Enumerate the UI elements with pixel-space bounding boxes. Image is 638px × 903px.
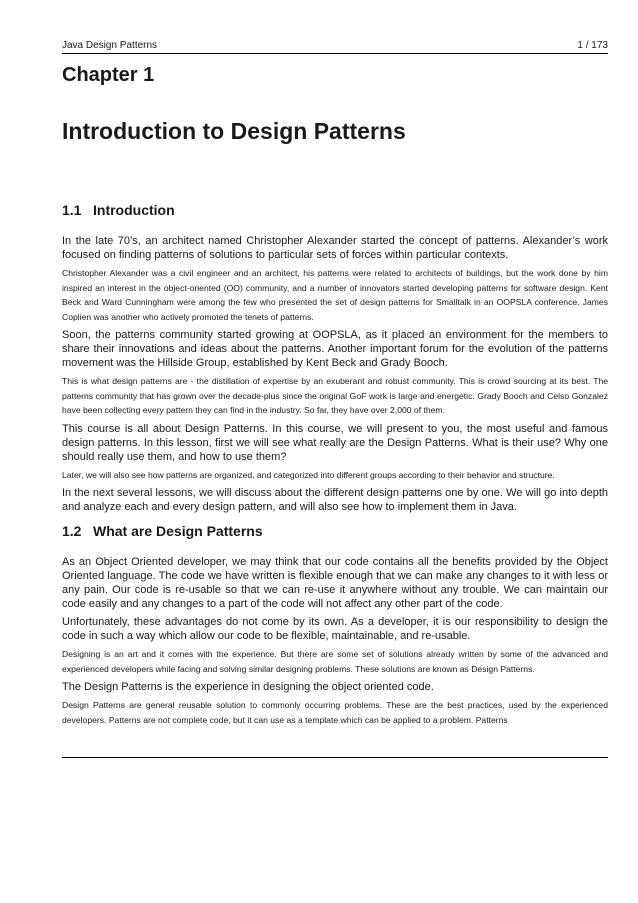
footer-rule (62, 757, 608, 758)
paragraph: Christopher Alexander was a civil engineer and an architect, his patterns were related to architects of buildings, but the work done by him inspired an interest in the object-oriented (OO) community, and a number of innovators started developing patterns for software design. Kent Beck and Ward Cunningham were among the few who presented the set of design patterns for Smalltalk in an OOPSLA conference. James Coplien was another who actively promoted the tenets of patterns. (62, 268, 608, 322)
paragraph: As an Object Oriented developer, we may think that our code contains all the benefits provided by the Object Oriented language. The code we have written is flexible enough that we can make any changes to it with less or any pain. Our code is re-usable so that we can re-use it anywhere without any trouble. We can maintain our code easily and any changes to a part of the code will not affect any other part of the code. (62, 556, 608, 610)
section-number: 1.1 (62, 202, 82, 218)
paragraph: Unfortunately, these advantages do not come by its own. As a developer, it is our responsibility to design the code in such a way which allow our code to be flexible, maintainable, and re-usable. (62, 616, 608, 642)
section-title: Introduction (93, 202, 175, 218)
paragraph: In the late 70’s, an architect named Christopher Alexander started the concept of patterns. Alexander’s work focused on finding patterns of solutions to particular sets of forces within particular contexts. (62, 235, 608, 261)
section-body-1-2 (62, 555, 608, 731)
section-heading-1-1 (62, 202, 175, 218)
section-number: 1.2 (62, 523, 82, 539)
paragraph: Later, we will also see how patterns are organized, and categorized into different groups according to their behavior and structure. (62, 469, 555, 480)
paragraph: In the next several lessons, we will discuss about the different design patterns one by one. We will go into depth and analyze each and every design pattern, and will also see how to implement them in Java. (62, 487, 608, 513)
chapter-label: Chapter 1 (62, 64, 155, 86)
section-title: What are Design Patterns (93, 523, 263, 539)
header-page-number: 1 / 173 (577, 40, 608, 51)
section-heading-1-2 (62, 523, 263, 539)
paragraph: This is what design patterns are - the distillation of expertise by an exuberant and robust community. This is crowd sourcing at its best. The patterns community that has grown over the decade-plus since the original GoF work is large and energetic. Grady Booch and Celso Gonzalez have been collecting every pattern they can find in the industry. So far, they have over 2,000 of them. (62, 376, 608, 415)
paragraph: Designing is an art and it comes with the experience. But there are some set of solutions already written by some of the advanced and experienced developers while facing and solving similar designing problems. These solutions are known as Design Patterns. (62, 649, 608, 674)
chapter-title: Introduction to Design Patterns (62, 118, 406, 144)
header-doc-title: Java Design Patterns (62, 40, 158, 51)
paragraph: Soon, the patterns community started growing at OOPSLA, as it placed an environment for the members to share their innovations and ideas about the patterns. Another important forum for the evolution of the patterns movement was the Hillside Group, established by Kent Beck and Grady Booch. (62, 329, 608, 369)
page-header (62, 40, 608, 54)
paragraph: Design Patterns are general reusable solution to commonly occurring problems. These are the best practices, used by the experienced developers. Patterns are not complete code, but it can use as a template which can be applied to a problem. Patterns (62, 700, 608, 725)
section-body-1-1 (62, 234, 608, 518)
paragraph: This course is all about Design Patterns. In this course, we will present to you, the most useful and famous design patterns. In this lesson, first we will see what really are the Design Patterns. What is their use? Why one should really use them, and how to use them? (62, 422, 608, 463)
paragraph: The Design Patterns is the experience in designing the object oriented code. (62, 681, 434, 693)
